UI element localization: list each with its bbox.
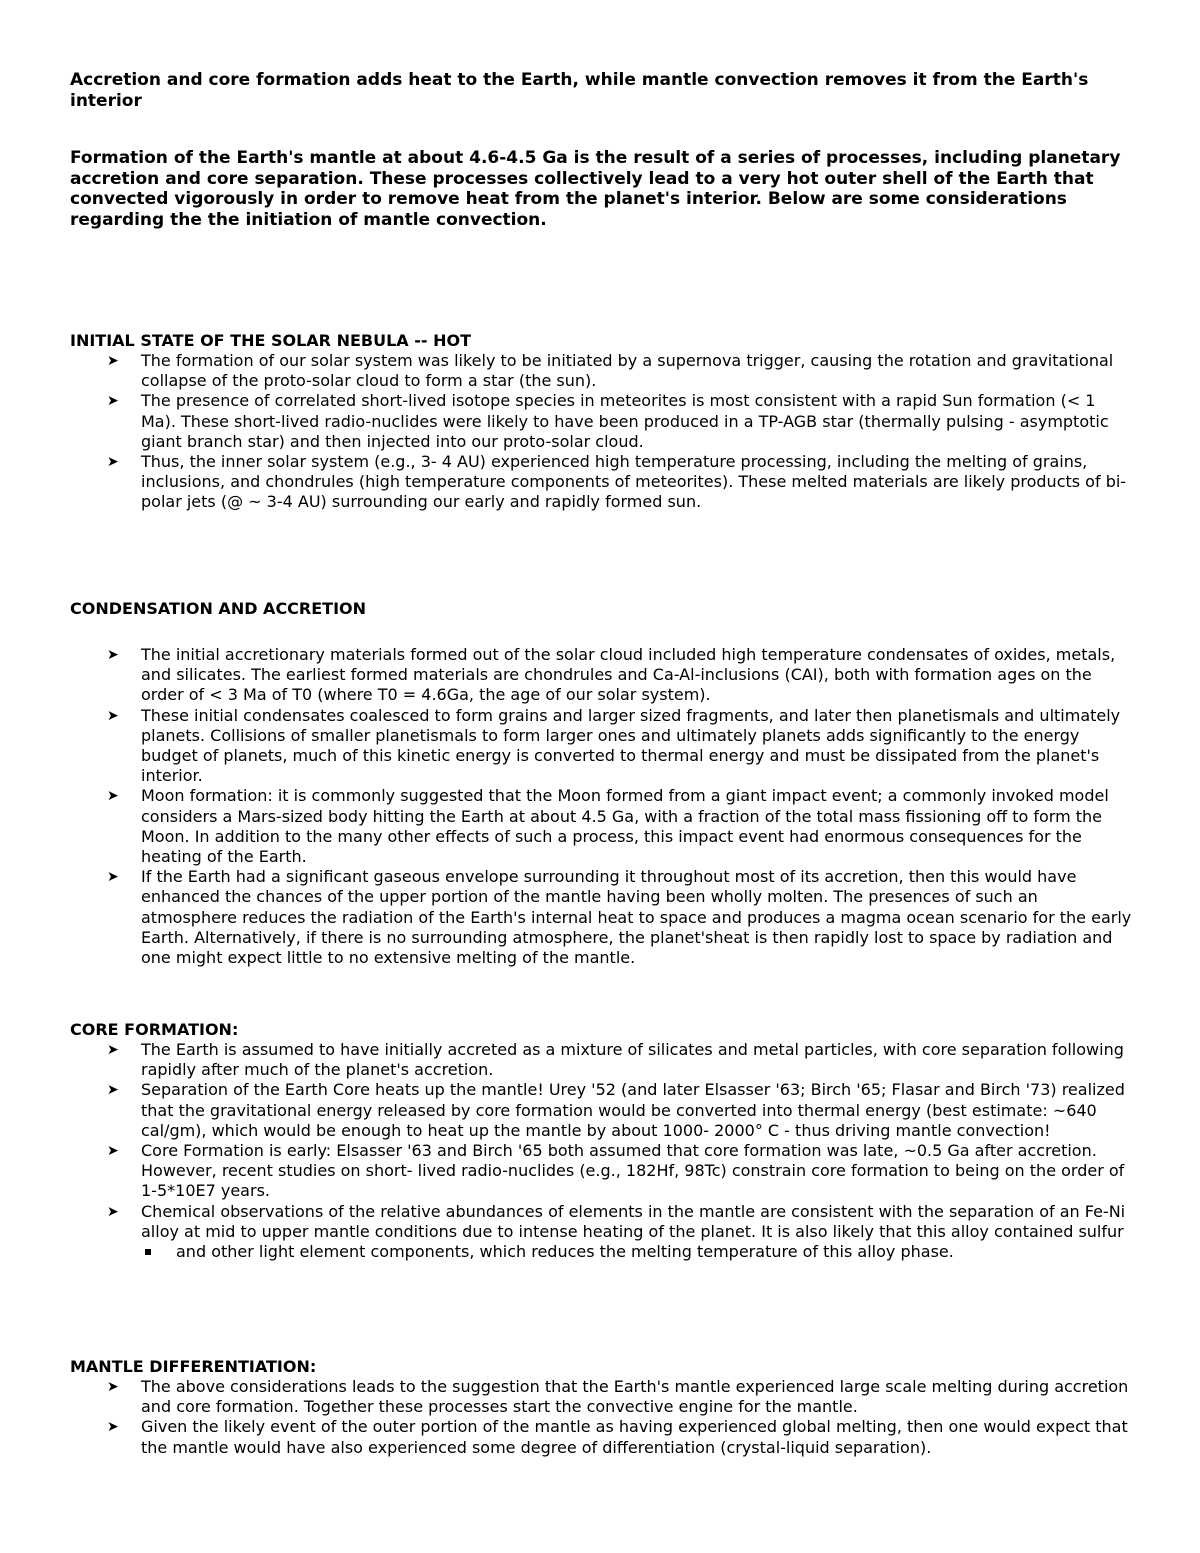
list-item xyxy=(70,391,1132,452)
section-core-formation xyxy=(70,1020,1132,1262)
list-item xyxy=(70,452,1132,513)
list-item-text: The initial accretionary materials formed out of the solar cloud included high temperature condensates of oxides, metals, and silicates. The earliest formed materials are chondrules and Ca-Al-inclusions (CAI), both with formation ages on the order of < 3 Ma of T0 (where T0 = 4.6Ga, the age of our solar system). xyxy=(141,645,1116,705)
list-item xyxy=(70,1417,1132,1457)
document-page xyxy=(70,70,1132,230)
sub-bullet-list xyxy=(141,1242,1132,1262)
bullet-list xyxy=(70,1040,1132,1262)
section-initial-state xyxy=(70,331,1132,513)
arrow-bullet-icon: ➤ xyxy=(107,1379,119,1395)
list-item-text: Chemical observations of the relative abundances of elements in the mantle are consistent with the separation of an Fe-Ni alloy at mid to upper mantle conditions due to intense heating of the planet. It is also likely that this alloy contained sulfur xyxy=(141,1201,1126,1241)
list-item xyxy=(70,786,1132,867)
section-heading: INITIAL STATE OF THE SOLAR NEBULA -- HOT xyxy=(70,331,471,350)
intro-paragraph: Formation of the Earth's mantle at about 4.6-4.5 Ga is the result of a series of processes, including planetary accretion and core separation. These processes collectively lead to a very hot outer shell of the Earth that convected vigorously in order to remove heat from the planet's interior. Below are some considerations regarding the the initiation of mantle convection. xyxy=(70,148,1121,230)
arrow-bullet-icon: ➤ xyxy=(107,1143,119,1160)
list-item-text: Thus, the inner solar system (e.g., 3- 4 AU) experienced high temperature processing, including the melting of grains, inclusions, and chondrules (high temperature components of meteorites). These melted materials are likely products of bi-polar jets (@ ~ 3-4 AU) surrounding our early and rapidly formed sun. xyxy=(141,452,1127,512)
list-item-text: Moon formation: it is commonly suggested that the Moon formed from a giant impact event; a commonly invoked model considers a Mars-sized body hitting the Earth at about 4.5 Ga, with a fraction of the total mass fissioning off to form the Moon. In addition to the many other effects of such a process, this impact event had enormous consequences for the heating of the Earth. xyxy=(141,786,1109,867)
arrow-bullet-icon: ➤ xyxy=(107,353,119,369)
sub-list-item-text: and other light element components, which reduces the melting temperature of this alloy phase. xyxy=(176,1242,954,1262)
arrow-bullet-icon: ➤ xyxy=(107,869,119,886)
list-item-text: If the Earth had a significant gaseous envelope surrounding it throughout most of its accretion, then this would have enhanced the chances of the upper portion of the mantle having been wholly molten. The presences of such an atmosphere reduces the radiation of the Earth's internal heat to space and produces a magma ocean scenario for the early Earth. Alternatively, if there is no surrounding atmosphere, the planet'sheat is then rapidly lost to space by radiation and one might expect little to no extensive melting of the mantle. xyxy=(141,867,1132,968)
list-item-text: The above considerations leads to the suggestion that the Earth's mantle experienced large scale melting during accretion and core formation. Together these processes start the convective engine for the mantle. xyxy=(141,1377,1129,1417)
arrow-bullet-icon: ➤ xyxy=(107,1042,119,1058)
list-item xyxy=(70,706,1132,787)
section-heading: MANTLE DIFFERENTIATION: xyxy=(70,1357,317,1376)
bullet-list xyxy=(70,351,1132,513)
list-item-text: Separation of the Earth Core heats up the mantle! Urey '52 (and later Elsasser '63; Birch '65; Flasar and Birch '73) realized that the gravitational energy released by core formation would be converted into thermal energy (best estimate: ~640 cal/gm), which would be enough to heat up the mantle by about 1000- 2000° C - thus driving mantle convection! xyxy=(141,1080,1125,1140)
section-heading: CORE FORMATION: xyxy=(70,1020,239,1039)
list-item-text: Core Formation is early: Elsasser '63 and Birch '65 both assumed that core formation was late, ~0.5 Ga after accretion. However, recent studies on short- lived radio-nuclides (e.g., 182Hf, 98Tc) constrain core formation to being on the order of 1-5*10E7 years. xyxy=(141,1141,1125,1201)
arrow-bullet-icon: ➤ xyxy=(107,647,119,663)
list-item xyxy=(70,645,1132,706)
square-bullet-icon xyxy=(145,1249,151,1255)
list-item-text: The Earth is assumed to have initially accreted as a mixture of silicates and metal particles, with core separation following rapidly after much of the planet's accretion. xyxy=(141,1040,1124,1080)
list-item xyxy=(70,1141,1132,1202)
document-title: Accretion and core formation adds heat to the Earth, while mantle convection removes it from the Earth's interior xyxy=(70,70,1089,111)
list-item xyxy=(70,1040,1132,1080)
list-item xyxy=(70,351,1132,391)
list-item xyxy=(70,1377,1132,1417)
arrow-bullet-icon: ➤ xyxy=(107,1419,119,1436)
list-item-text: The formation of our solar system was likely to be initiated by a supernova trigger, causing the rotation and gravitational collapse of the proto-solar cloud to form a star (the sun). xyxy=(141,351,1114,391)
sub-list-item xyxy=(141,1242,1132,1262)
list-item-text: Given the likely event of the outer portion of the mantle as having experienced global melting, then one would expect that the mantle would have also experienced some degree of differentiation (crystal-liquid separation). xyxy=(141,1417,1128,1457)
section-mantle-differentiation xyxy=(70,1357,1132,1458)
list-item-text: The presence of correlated short-lived isotope species in meteorites is most consistent with a rapid Sun formation (< 1 Ma). These short-lived radio-nuclides were likely to have been produced in a TP-AGB star (thermally pulsing - asymptotic giant branch star) and then injected into our proto-solar cloud. xyxy=(141,391,1109,451)
arrow-bullet-icon: ➤ xyxy=(107,707,119,724)
list-item xyxy=(70,867,1132,968)
list-item-text: These initial condensates coalesced to form grains and larger sized fragments, and later then planetismals and ultimately planets. Collisions of smaller planetismals to form larger ones and ultimately planets adds significantly to the energy budget of planets, much of this kinetic energy is converted to thermal energy and must be dissipated from the planet's interior. xyxy=(141,705,1121,786)
bullet-list xyxy=(70,1377,1132,1458)
bullet-list xyxy=(70,645,1132,968)
arrow-bullet-icon: ➤ xyxy=(107,788,119,805)
arrow-bullet-icon: ➤ xyxy=(107,393,119,410)
arrow-bullet-icon: ➤ xyxy=(107,1082,119,1099)
arrow-bullet-icon: ➤ xyxy=(107,454,119,471)
section-heading: CONDENSATION AND ACCRETION xyxy=(70,599,367,618)
list-item xyxy=(70,1202,1132,1263)
list-item xyxy=(70,1080,1132,1141)
section-condensation-accretion xyxy=(70,599,1132,968)
arrow-bullet-icon: ➤ xyxy=(107,1203,119,1220)
